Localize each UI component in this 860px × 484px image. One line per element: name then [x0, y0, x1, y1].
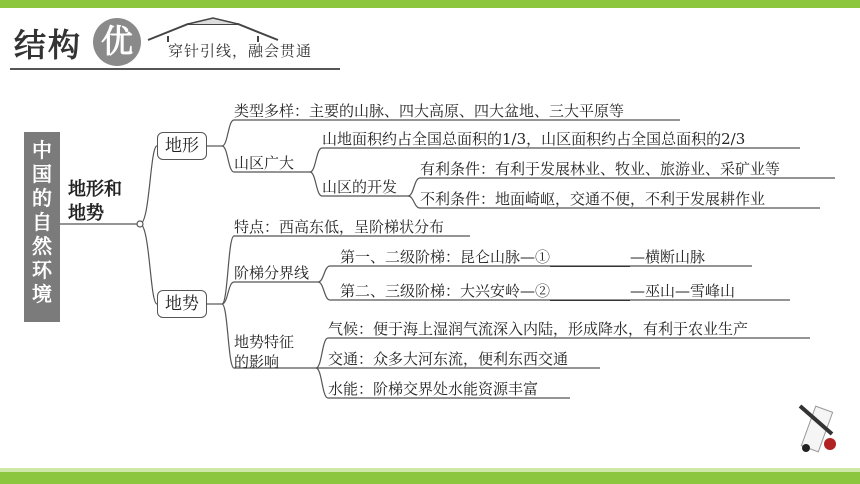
influence-transport: 交通：众多大河东流，便利东西交通 [328, 350, 569, 368]
influence-label-line: 的影响 [234, 353, 280, 371]
step-boundary-1 [340, 246, 705, 267]
terrain-node [157, 290, 207, 318]
root-node [68, 178, 122, 226]
landform-type-line: 类型多样：主要的山脉、四大高原、四大盆地、三大平原等 [234, 102, 625, 120]
influence-climate: 气候：便于海上湿润气流深入内陆，形成降水，有利于农业生产 [328, 320, 749, 338]
header-title: 结构 [14, 26, 83, 64]
chapter-title-char: 自 [32, 210, 52, 234]
chapter-title-char: 环 [32, 258, 52, 282]
mountain-dev-label: 山区的开发 [322, 178, 398, 196]
step1-suffix: —横断山脉 [630, 248, 706, 266]
chapter-title-char: 境 [32, 282, 52, 306]
terrain-feature: 特点：西高东低，呈阶梯状分布 [234, 218, 445, 236]
chapter-title-char: 中 [32, 138, 52, 162]
chapter-title-char: 然 [32, 234, 52, 258]
mountain-area-label: 山区广大 [234, 154, 295, 172]
influence-hydro: 水能：阶梯交界处水能资源丰富 [328, 380, 539, 398]
step2-prefix: 第二、三级阶梯：大兴安岭—② [340, 282, 551, 300]
chapter-title-char: 国 [32, 162, 52, 186]
header-subtitle: 穿针引线，融会贯通 [168, 42, 313, 60]
header-badge: 优 [93, 18, 141, 66]
step-boundary-label: 阶梯分界线 [234, 264, 310, 282]
answer-blank-1[interactable] [550, 252, 630, 267]
root-node-line: 地势 [68, 203, 104, 224]
step-boundary-2 [340, 280, 735, 301]
favorable-conditions: 有利条件：有利于发展林业、牧业、旅游业、采矿业等 [420, 160, 781, 178]
root-node-line: 地形和 [68, 179, 122, 200]
mountain-area-line: 山地面积约占全国总面积的1/3，山区面积约占全国总面积的2/3 [322, 130, 746, 148]
step1-prefix: 第一、二级阶梯：昆仑山脉—① [340, 248, 551, 266]
brush-decoration-icon [792, 400, 842, 458]
chapter-title-char: 的 [32, 186, 52, 210]
influence-label-line: 地势特征 [234, 333, 295, 351]
answer-blank-2[interactable] [550, 286, 630, 301]
step2-suffix: —巫山—雪峰山 [630, 282, 736, 300]
landform-label: 地形 [165, 136, 199, 156]
landform-node [157, 132, 207, 160]
unfavorable-conditions: 不利条件：地面崎岖，交通不便，不利于发展耕作业 [420, 190, 766, 208]
terrain-label: 地势 [165, 294, 199, 314]
terrain-influence-label [234, 332, 294, 372]
